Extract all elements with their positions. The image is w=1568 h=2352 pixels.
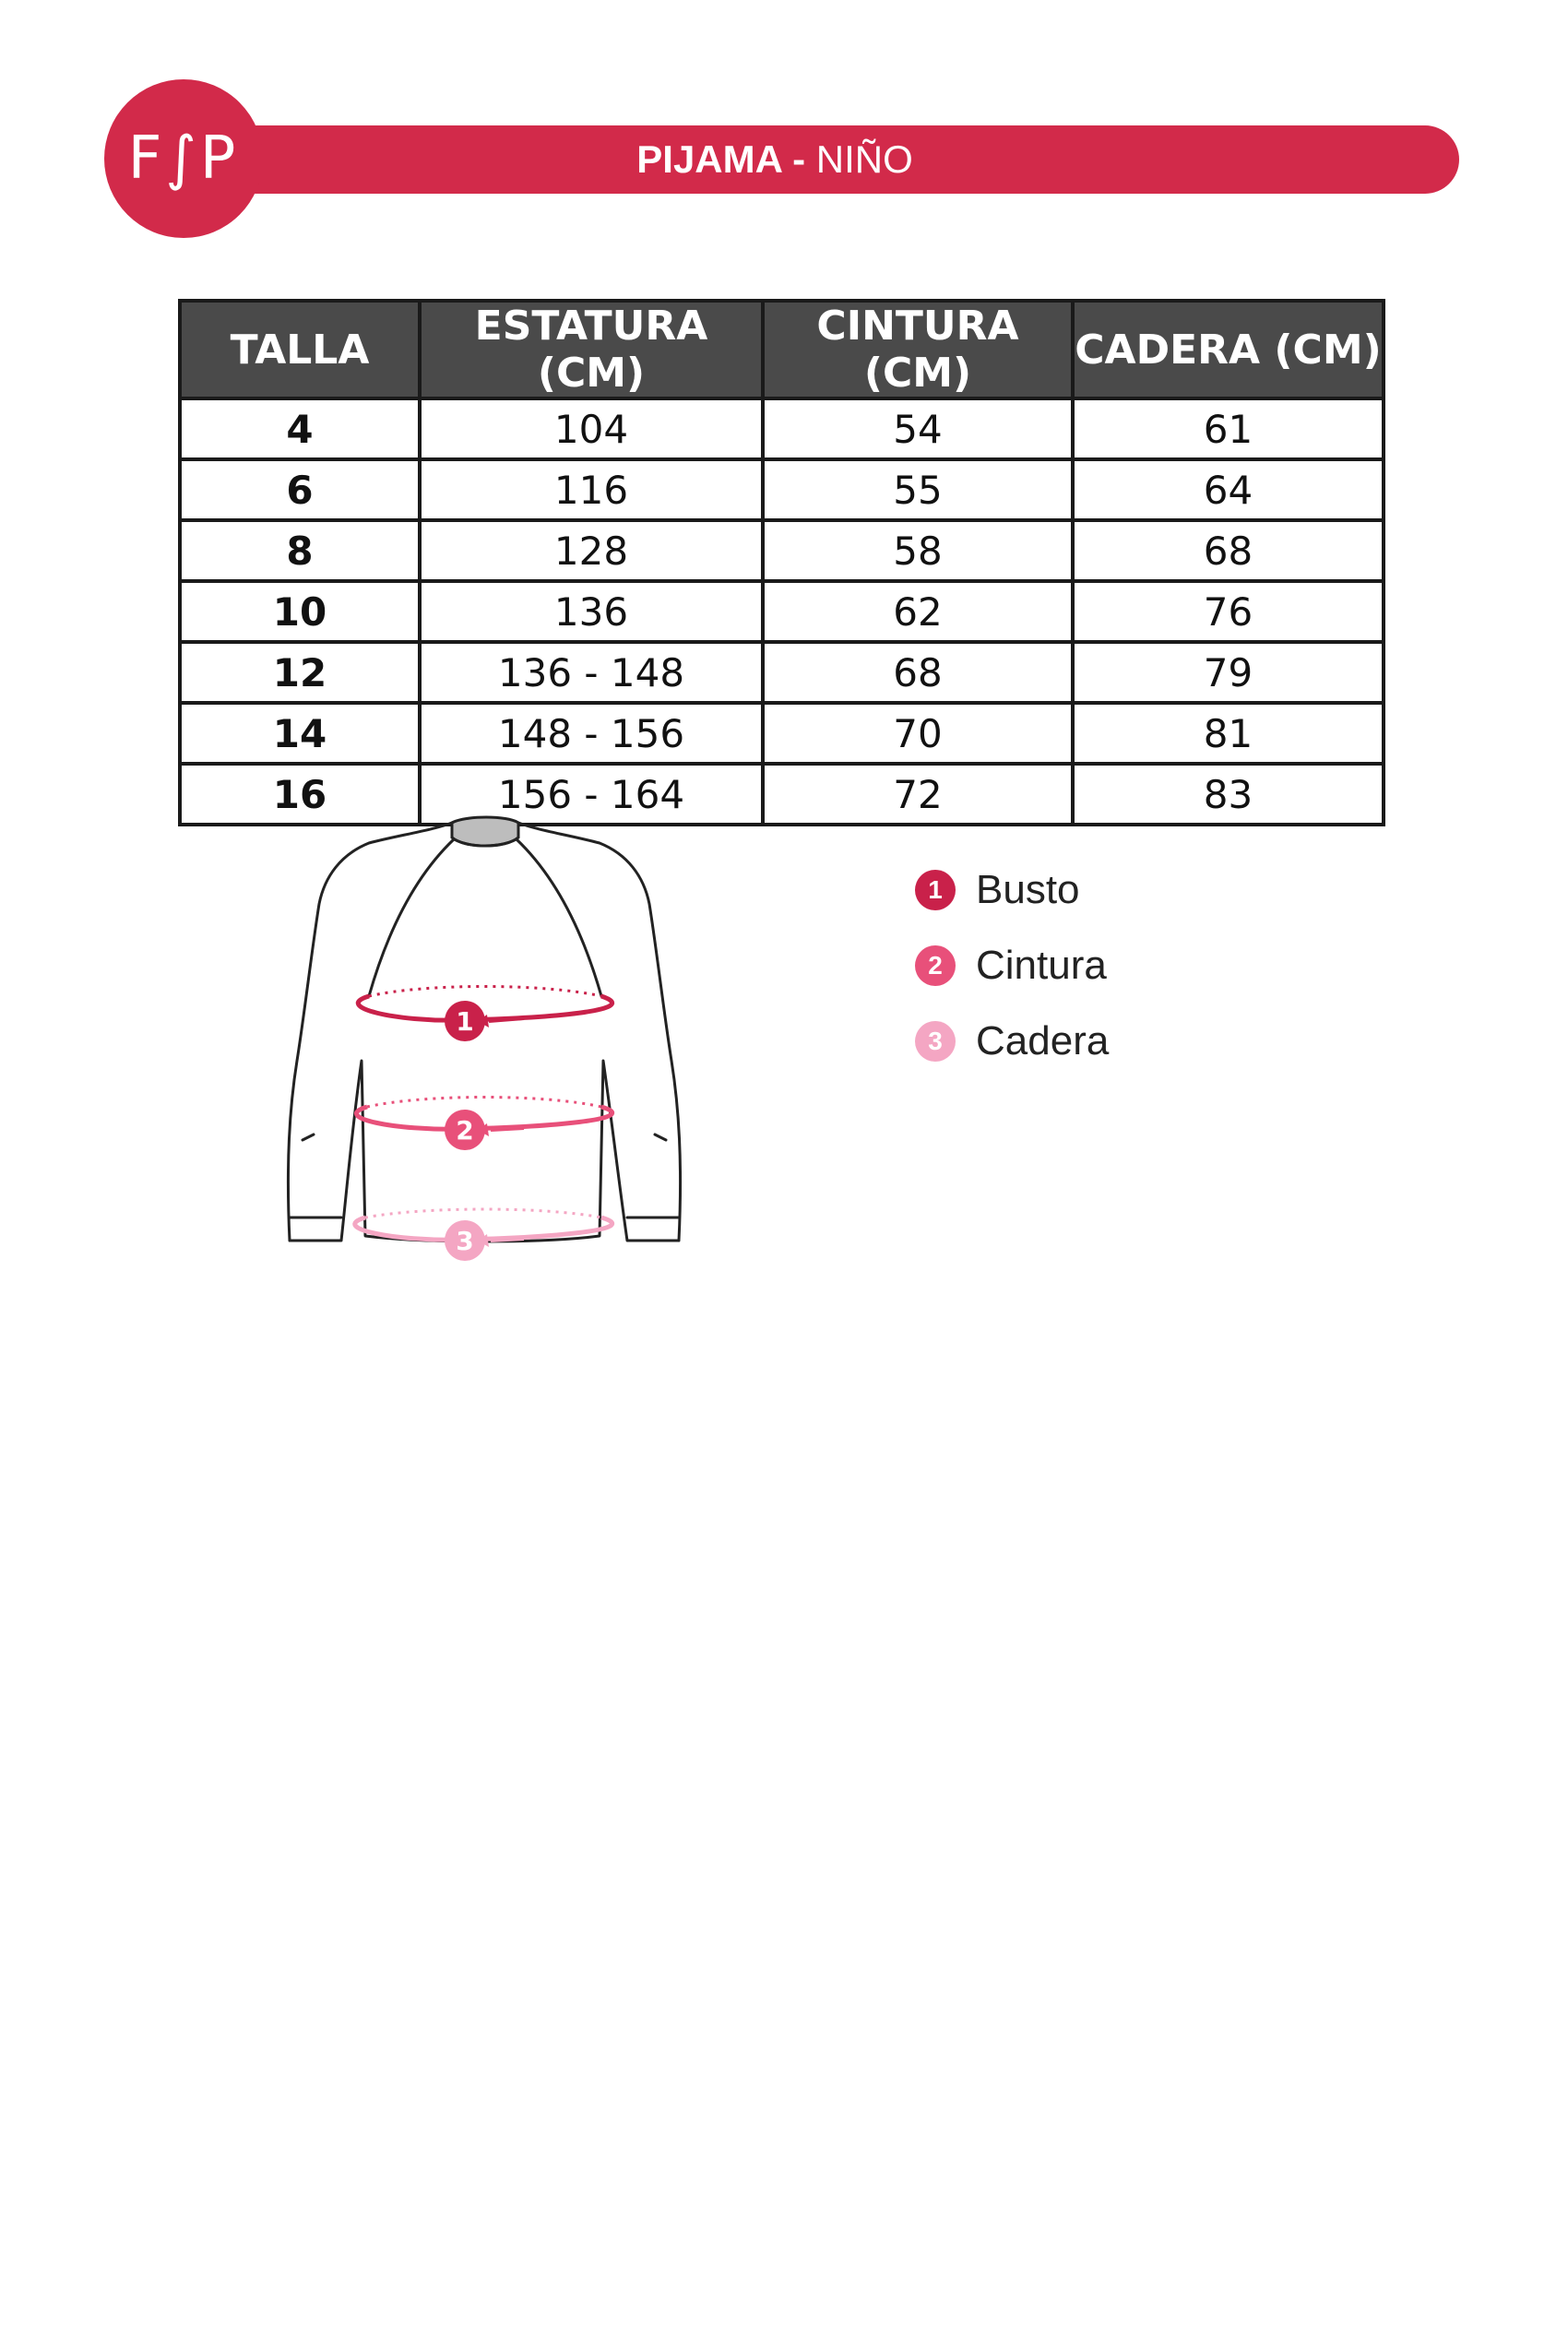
cintura-marker: 2 (456, 1115, 474, 1146)
cell-estatura: 136 - 148 (420, 642, 763, 703)
cell-talla: 6 (180, 459, 420, 520)
cell-talla: 8 (180, 520, 420, 581)
legend-number-badge: 3 (915, 1021, 956, 1062)
legend-label: Cintura (976, 943, 1107, 988)
cell-cadera: 64 (1073, 459, 1384, 520)
cell-talla: 16 (180, 764, 420, 825)
cell-cadera: 61 (1073, 398, 1384, 459)
cell-cadera: 79 (1073, 642, 1384, 703)
legend-label: Busto (976, 867, 1080, 912)
title-audience: NIÑO (805, 137, 913, 181)
legend-label: Cadera (976, 1018, 1110, 1063)
table-row (180, 520, 1384, 581)
column-header-cintura: CINTURA (CM) (763, 301, 1073, 398)
cell-cadera: 83 (1073, 764, 1384, 825)
busto-marker: 1 (456, 1006, 474, 1037)
cadera-measure-line (355, 1209, 612, 1261)
pajama-top-illustration (277, 802, 738, 1282)
cintura-measure-line (357, 1098, 612, 1151)
column-header-estatura: ESTATURA (CM) (420, 301, 763, 398)
cell-cintura: 72 (763, 764, 1073, 825)
cell-cintura: 70 (763, 703, 1073, 764)
legend-number-badge: 1 (915, 870, 956, 910)
column-header-cadera: CADERA (CM) (1073, 301, 1384, 398)
table-row (180, 581, 1384, 642)
table-row (180, 703, 1384, 764)
cell-cadera: 68 (1073, 520, 1384, 581)
title-garment: PIJAMA - (636, 137, 806, 181)
cadera-marker: 3 (456, 1226, 474, 1256)
cell-cintura: 54 (763, 398, 1073, 459)
cell-cadera: 76 (1073, 581, 1384, 642)
cell-talla: 4 (180, 398, 420, 459)
table-row (180, 459, 1384, 520)
cell-estatura: 148 - 156 (420, 703, 763, 764)
cell-estatura: 136 (420, 581, 763, 642)
column-header-talla: TALLA (180, 301, 420, 398)
table-row (180, 642, 1384, 703)
logo-text: F∫P (127, 125, 240, 193)
cell-estatura: 116 (420, 459, 763, 520)
size-table (178, 299, 1385, 826)
cell-cintura: 68 (763, 642, 1073, 703)
table-row (180, 398, 1384, 459)
cell-estatura: 104 (420, 398, 763, 459)
busto-measure-line (358, 987, 612, 1042)
cell-cadera: 81 (1073, 703, 1384, 764)
cell-cintura: 58 (763, 520, 1073, 581)
cell-estatura: 128 (420, 520, 763, 581)
cell-talla: 14 (180, 703, 420, 764)
table-header-row (180, 301, 1384, 398)
cell-cintura: 62 (763, 581, 1073, 642)
cell-talla: 12 (180, 642, 420, 703)
legend-number-badge: 2 (915, 945, 956, 986)
cell-estatura: 156 - 164 (420, 764, 763, 825)
page-title (443, 125, 1107, 194)
cell-talla: 10 (180, 581, 420, 642)
logo (104, 79, 263, 238)
cell-cintura: 55 (763, 459, 1073, 520)
